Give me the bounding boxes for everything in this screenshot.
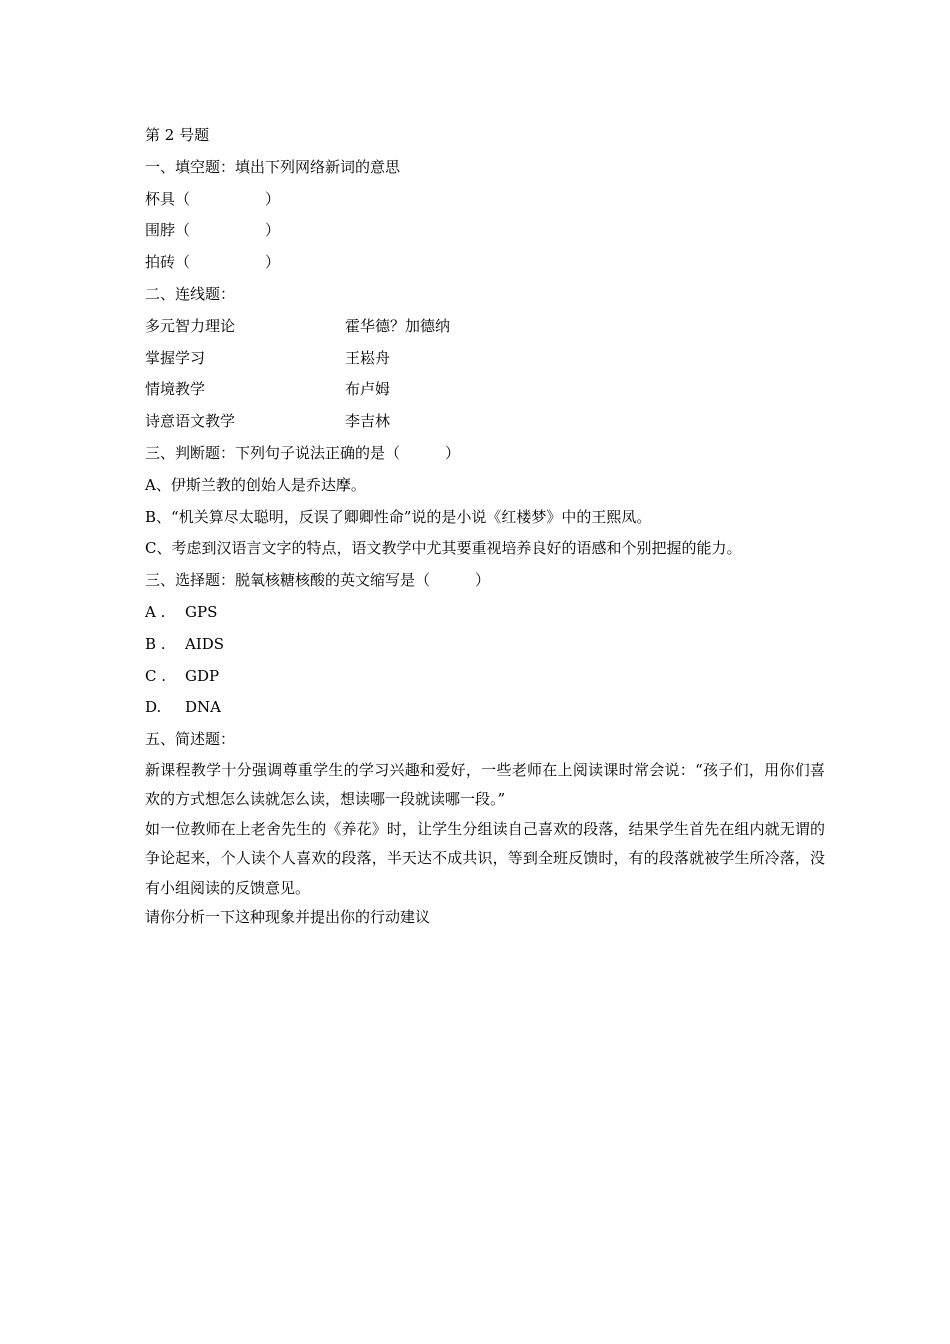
choice-option-text: GDP (185, 666, 220, 685)
fill-blank-title: 一、填空题：填出下列网络新词的意思 (145, 157, 401, 176)
matching-right: 布卢姆 (345, 380, 391, 399)
choice-option-text: GPS (185, 602, 218, 621)
matching-row (145, 311, 825, 343)
matching-right: 霍华德？加德纳 (345, 316, 451, 335)
choice-option (145, 597, 825, 629)
question-heading: 第 2 号题 (145, 126, 210, 144)
matching-left: 诗意语文教学 (145, 412, 236, 431)
fill-blank-item: 围脖（ ） (145, 221, 281, 240)
choice-option (145, 629, 825, 661)
matching-right: 王崧舟 (345, 348, 391, 367)
true-false-item: C、考虑到汉语言文字的特点，语文教学中尤其要重视培养良好的语感和个别把握的能力。 (145, 539, 742, 558)
choice-option-label: A . (145, 602, 166, 621)
short-answer-title: 五、简述题： (145, 730, 236, 749)
choice-option-label: D. (145, 698, 162, 717)
short-answer-paragraph: 新课程教学十分强调尊重学生的学习兴趣和爱好，一些老师在上阅读课时常会说：“孩子们，用你们喜欢的方式想怎么读就怎么读，想读哪一段就读哪一段。” (145, 760, 825, 809)
choice-option-label: B . (145, 634, 166, 653)
short-answer-paragraph: 如一位教师在上老舍先生的《养花》时，让学生分组读自己喜欢的段落，结果学生首先在组内就无谓的争论起来，个人读个人喜欢的段落，半天达不成共识，等到全班反馈时，有的段落就被学生所冷落，没有小组阅读的反馈意见。 (145, 819, 825, 897)
fill-blank-item: 杯具（ ） (145, 189, 281, 208)
choice-option (145, 692, 825, 724)
short-answer-paragraph: 请你分析一下这种现象并提出你的行动建议 (145, 908, 431, 927)
matching-right: 李吉林 (345, 412, 391, 431)
choice-option-text: DNA (185, 698, 221, 717)
fill-blank-item: 拍砖（ ） (145, 253, 281, 272)
matching-row (145, 374, 825, 406)
true-false-item: A、伊斯兰教的创始人是乔达摩。 (145, 475, 366, 494)
matching-left: 掌握学习 (145, 348, 206, 367)
matching-left: 多元智力理论 (145, 316, 236, 335)
true-false-title: 三、判断题：下列句子说法正确的是（ ） (145, 443, 461, 462)
matching-title: 二、连线题： (145, 284, 236, 303)
matching-row (145, 343, 825, 375)
choice-title: 三、选择题：脱氧核糖核酸的英文缩写是（ ） (145, 571, 491, 590)
matching-left: 情境教学 (145, 380, 206, 399)
document-page (145, 120, 825, 933)
choice-option-label: C . (145, 666, 167, 685)
choice-option-text: AIDS (185, 634, 225, 653)
matching-row (145, 406, 825, 438)
choice-option (145, 661, 825, 693)
true-false-item: B、“机关算尽太聪明，反误了卿卿性命”说的是小说《红楼梦》中的王熙凤。 (145, 507, 652, 526)
